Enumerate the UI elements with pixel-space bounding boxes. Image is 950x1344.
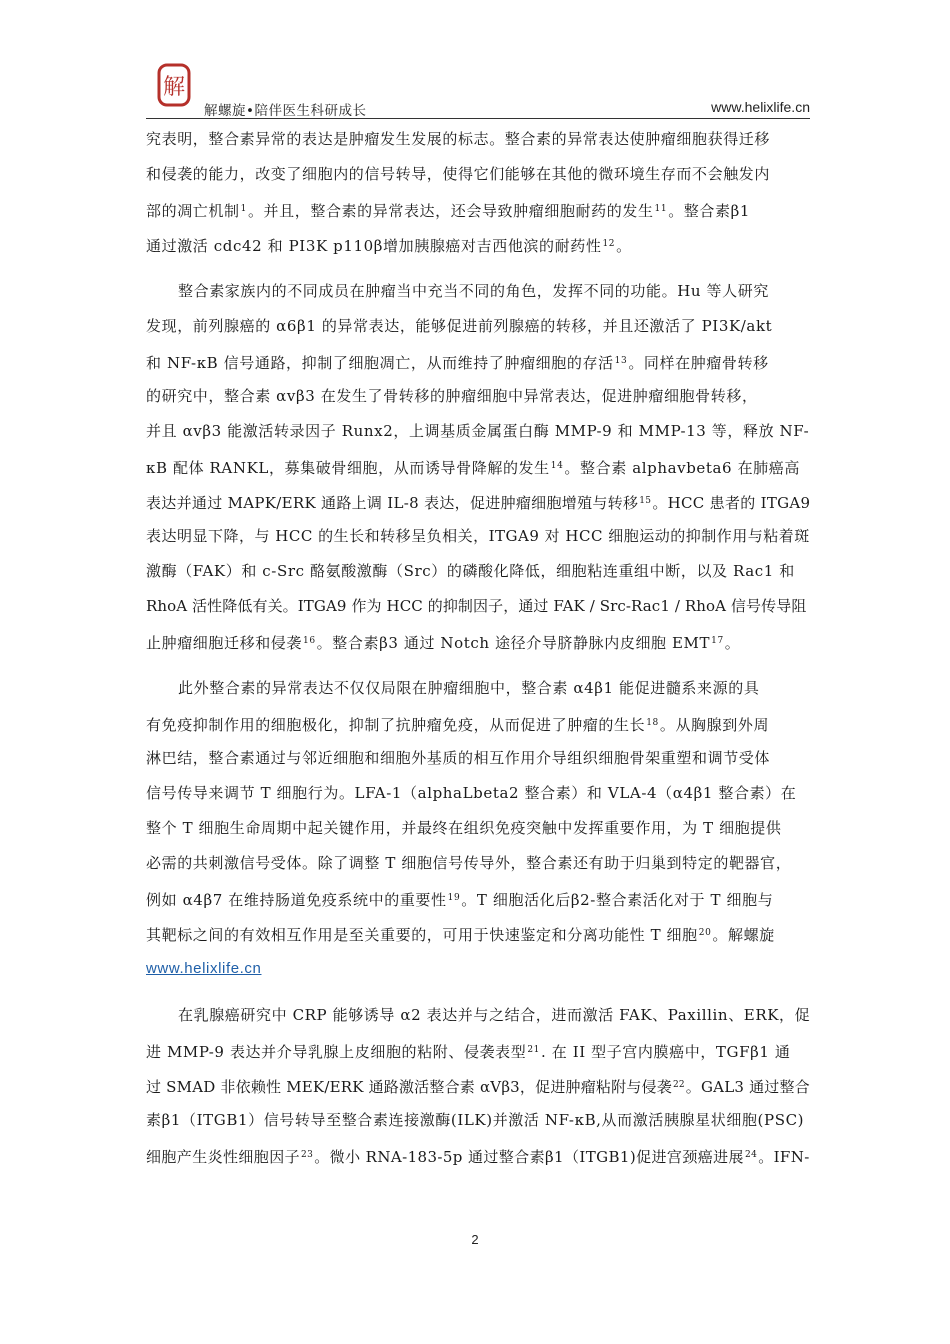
text-span: 。	[616, 237, 632, 255]
text-span: 其靶标之间的有效相互作用是至关重要的，可用于快速鉴定和分离功能性 T 细胞	[146, 926, 698, 944]
text-span: 。整合素β1	[668, 202, 751, 220]
text-span: 。整合素 alphavbeta6 在肺癌高	[564, 459, 800, 477]
text-span: 表达明显下降，与 HCC 的生长和转移呈负相关，ITGA9 对 HCC 细胞运动的抑制作用与粘着斑	[146, 527, 810, 545]
citation-ref: 17	[711, 636, 724, 646]
text-span: 。同样在肿瘤骨转移	[628, 354, 769, 372]
brand-slogan: 解螺旋•陪伴医生科研成长	[204, 103, 367, 119]
text-line	[178, 678, 759, 698]
text-line	[146, 386, 758, 406]
text-line	[146, 888, 773, 910]
text-span: 整合素家族内的不同成员在肿瘤当中充当不同的角色，发挥不同的功能。Hu 等人研究	[178, 282, 769, 300]
text-span: 。微小 RNA-183-5p 通过整合素β1（ITGB1)促进宫颈癌进展	[314, 1148, 744, 1166]
text-line	[146, 783, 796, 803]
citation-ref: 21	[527, 1045, 540, 1055]
text-span: 过 SMAD 非依赖性 MEK/ERK 通路激活整合素 αVβ3，促进肿瘤粘附与侵袭	[146, 1078, 672, 1096]
text-span: RhoA 活性降低有关。ITGA9 作为 HCC 的抑制因子，通过 FAK / Src-Rac1 / RhoA 信号传导阻	[146, 597, 807, 615]
text-span: 并且 αvβ3 能激活转录因子 Runx2，上调基质金属蛋白酶 MMP-9 和 MMP-13 等，释放 NF-	[146, 422, 810, 440]
citation-ref: 19	[447, 893, 461, 903]
citation-ref: 11	[654, 204, 668, 214]
text-line	[146, 1145, 810, 1167]
text-line	[146, 164, 770, 184]
text-span: 通过激活 cdc42 和 PI3K p110β增加胰腺癌对吉西他滨的耐药性	[146, 237, 602, 255]
text-span: 。整合素β3 通过 Notch 途径介导脐静脉内皮细胞 EMT	[316, 634, 711, 652]
text-span: 。并且，整合素的异常表达，还会导致肿瘤细胞耐药的发生	[247, 202, 654, 220]
citation-ref: 16	[303, 636, 316, 646]
text-line	[146, 234, 632, 256]
citation-ref: 23	[301, 1150, 314, 1160]
text-span: 发现，前列腺癌的 α6β1 的异常表达，能够促进前列腺癌的转移，并且还激活了 PI3K/akt	[146, 317, 773, 335]
text-span: 激酶（FAK）和 c-Src 酪氨酸激酶（Src）的磷酸化降低，细胞粘连重组中断，以及 Rac1 和	[146, 562, 795, 580]
text-line	[146, 1110, 804, 1130]
text-line	[146, 456, 800, 478]
text-line	[146, 818, 782, 838]
text-span: 。	[724, 634, 741, 652]
helixlife-link[interactable]: www.helixlife.cn	[146, 960, 262, 977]
citation-ref: 20	[698, 928, 712, 938]
citation-ref: 14	[550, 461, 564, 471]
header-site-url[interactable]: www.helixlife.cn	[711, 99, 810, 115]
citation-ref: 24	[744, 1150, 758, 1160]
text-span: 有免疫抑制作用的细胞极化，抑制了抗肿瘤免疫，从而促进了肿瘤的生长	[146, 716, 646, 734]
text-span: 必需的共刺激信号受体。除了调整 T 细胞信号传导外，整合素还有助于归巢到特定的靶器官，	[146, 854, 792, 872]
text-span: 在乳腺癌研究中 CRP 能够诱导 α2 表达并与之结合，进而激活 FAK、Paxillin、ERK，促	[178, 1006, 811, 1024]
citation-ref: 15	[639, 496, 652, 506]
text-line	[146, 631, 740, 653]
text-span: 淋巴结，整合素通过与邻近细胞和细胞外基质的相互作用介导组织细胞骨架重塑和调节受体	[146, 749, 771, 767]
citation-ref: 22	[672, 1080, 685, 1090]
text-span: 和 NF-κB 信号通路，抑制了细胞凋亡，从而维持了肿瘤细胞的存活	[146, 354, 614, 372]
text-line	[146, 491, 810, 513]
text-line	[146, 596, 806, 616]
text-line	[146, 958, 261, 979]
text-span: 表达并通过 MAPK/ERK 通路上调 IL-8 表达，促进肿瘤细胞增殖与转移	[146, 494, 639, 512]
text-span: 的研究中，整合素 αvβ3 在发生了骨转移的肿瘤细胞中异常表达，促进肿瘤细胞骨转移，	[146, 387, 758, 405]
text-span: 素β1（ITGB1）信号转导至整合素连接激酶(ILK)并激活 NF-κB,从而激活胰腺星状细胞(PSC)	[146, 1111, 805, 1129]
text-line	[178, 1005, 810, 1025]
text-line	[146, 923, 775, 945]
helixlife-logo-icon	[156, 62, 196, 110]
citation-ref: 18	[646, 718, 659, 728]
text-line	[146, 316, 772, 336]
citation-ref: 1	[240, 204, 247, 214]
text-line	[146, 199, 750, 221]
text-span: 此外整合素的异常表达不仅仅局限在肿瘤细胞中，整合素 α4β1 能促进髓系来源的具	[178, 679, 760, 697]
text-span: 进 MMP-9 表达并介导乳腺上皮细胞的粘附、侵袭表型	[146, 1043, 527, 1061]
text-span: . 在 II 型子宫内膜癌中，TGFβ1 通	[541, 1043, 791, 1061]
text-span: 止肿瘤细胞迁移和侵袭	[146, 634, 303, 652]
text-span: 。HCC 患者的 ITGA9	[652, 494, 811, 512]
text-span: 例如 α4β7 在维持肠道免疫系统中的重要性	[146, 891, 447, 909]
text-span: 。IFN-	[758, 1148, 810, 1166]
text-line	[146, 713, 769, 735]
text-line	[146, 748, 770, 768]
text-line	[178, 281, 769, 301]
text-span: 部的凋亡机制	[146, 202, 240, 220]
text-line	[146, 351, 769, 373]
text-span: 究表明，整合素异常的表达是肿瘤发生发展的标志。整合素的异常表达使肿瘤细胞获得迁移	[146, 130, 771, 148]
text-span: 。T 细胞活化后β2-整合素活化对于 T 细胞与	[461, 891, 774, 909]
text-line	[146, 129, 770, 149]
logo-glyph: 解	[162, 75, 186, 100]
text-line	[146, 1075, 810, 1097]
citation-ref: 13	[614, 356, 628, 366]
text-span: κB 配体 RANKL，募集破骨细胞，从而诱导骨降解的发生	[146, 459, 550, 477]
text-span: 信号传导来调节 T 细胞行为。LFA-1（alphaLbeta2 整合素）和 VLA-4（α4β1 整合素）在	[146, 784, 797, 802]
text-span: 。GAL3 通过整合	[685, 1078, 810, 1096]
text-span: 和侵袭的能力，改变了细胞内的信号转导，使得它们能够在其他的微环境生存而不会触发内	[146, 165, 771, 183]
header-divider	[146, 118, 810, 119]
text-span: 。解螺旋	[712, 926, 775, 944]
text-line	[146, 421, 809, 441]
citation-ref: 12	[602, 239, 616, 249]
text-span: 整个 T 细胞生命周期中起关键作用，并最终在组织免疫突触中发挥重要作用，为 T 细胞提供	[146, 819, 782, 837]
text-line	[146, 1040, 791, 1062]
text-span: 。从胸腺到外周	[659, 716, 770, 734]
text-line	[146, 853, 791, 873]
page-number: 2	[471, 1232, 479, 1247]
text-line	[146, 526, 810, 546]
text-span: 细胞产生炎性细胞因子	[146, 1148, 301, 1166]
text-line	[146, 561, 795, 581]
